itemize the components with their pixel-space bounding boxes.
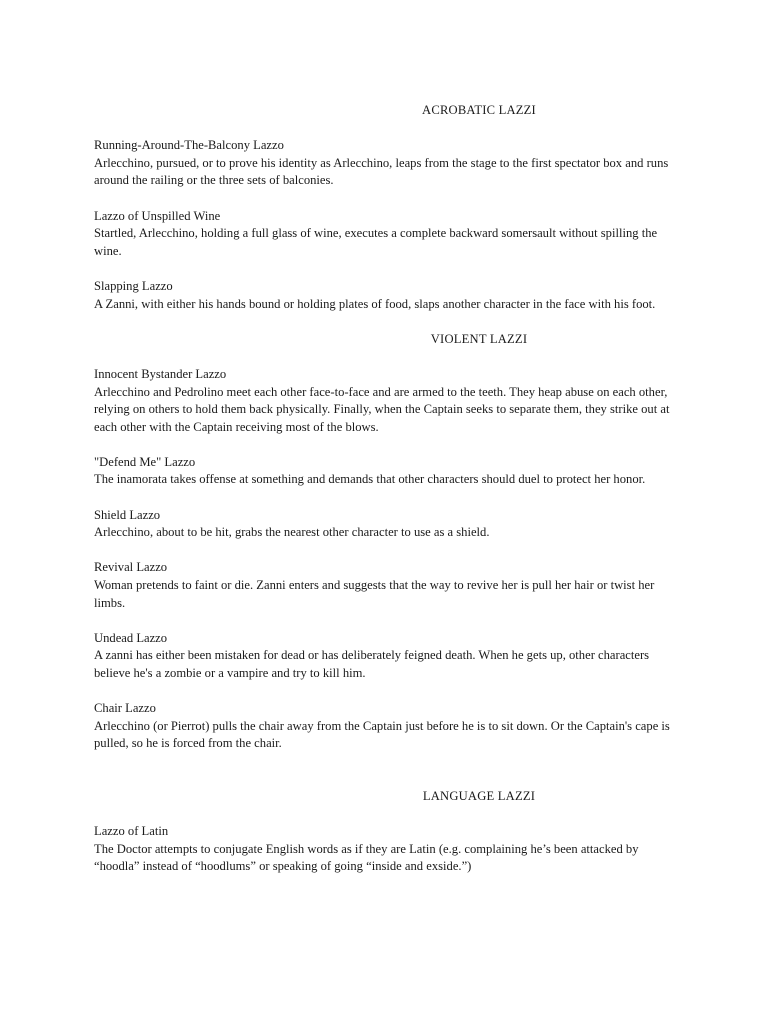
entry-title: Running-Around-The-Balcony Lazzo bbox=[94, 138, 284, 153]
entry-body: A Zanni, with either his hands bound or holding plates of food, slaps another character in the face with his foot. bbox=[94, 296, 656, 311]
entry-body: A zanni has either been mistaken for dead or has deliberately feigned death. When he gets up, other characters believe he's a zombie or a vampire and try to kill him. bbox=[94, 648, 650, 680]
section-heading-language: LANGUAGE LAZZI bbox=[422, 788, 536, 803]
entry-body: The Doctor attempts to conjugate English words as if they are Latin (e.g. complaining he’s been attacked by “hoodla” instead of “hoodlums” or speaking of going “inside and exside.”) bbox=[94, 841, 639, 874]
entry-title: Lazzo of Latin bbox=[94, 824, 169, 839]
entry-shield bbox=[94, 507, 684, 542]
entry-revival bbox=[94, 559, 684, 612]
entry-latin bbox=[94, 823, 684, 876]
entry-title: Shield Lazzo bbox=[94, 507, 161, 522]
entry-title: Chair Lazzo bbox=[94, 701, 156, 716]
entry-unspilled-wine bbox=[94, 208, 684, 261]
entry-body: Arlecchino and Pedrolino meet each other face-to-face and are armed to the teeth. They heap abuse on each other, relying on others to hold them back physically. Finally, when the Captain seeks to separate them, they strike out at each other with the Captain receiving most of the blows. bbox=[94, 384, 670, 434]
entry-chair bbox=[94, 700, 684, 753]
entry-title: Revival Lazzo bbox=[94, 560, 168, 575]
entry-slapping bbox=[94, 278, 684, 313]
entry-title: Innocent Bystander Lazzo bbox=[94, 366, 227, 381]
section-heading-violent: VIOLENT LAZZI bbox=[430, 331, 528, 346]
entry-defend-me bbox=[94, 454, 684, 489]
section-heading-acrobatic: ACROBATIC LAZZI bbox=[422, 103, 536, 117]
entry-undead bbox=[94, 630, 684, 683]
document-page bbox=[94, 100, 684, 876]
entry-title: Undead Lazzo bbox=[94, 630, 168, 645]
entry-title: Lazzo of Unspilled Wine bbox=[94, 208, 221, 223]
entry-body: Arlecchino, pursued, or to prove his identity as Arlecchino, leaps from the stage to the first spectator box and runs around the railing or the three sets of balconies. bbox=[94, 155, 669, 188]
entry-innocent-bystander bbox=[94, 366, 684, 436]
entry-title: Slapping Lazzo bbox=[94, 278, 173, 293]
entry-body: The inamorata takes offense at something and demands that other characters should duel to protect her honor. bbox=[94, 472, 646, 487]
entry-body: Startled, Arlecchino, holding a full glass of wine, executes a complete backward somersault without spilling the wine. bbox=[94, 226, 658, 258]
entry-body: Arlecchino, about to be hit, grabs the nearest other character to use as a shield. bbox=[94, 525, 490, 540]
entry-title: "Defend Me" Lazzo bbox=[94, 454, 196, 469]
entry-running-around-balcony bbox=[94, 137, 684, 190]
entry-body: Woman pretends to faint or die. Zanni enters and suggests that the way to revive her is pull her hair or twist her limbs. bbox=[94, 578, 655, 610]
entry-body: Arlecchino (or Pierrot) pulls the chair away from the Captain just before he is to sit down. Or the Captain's cape is pulled, so he is forced from the chair. bbox=[94, 718, 670, 751]
